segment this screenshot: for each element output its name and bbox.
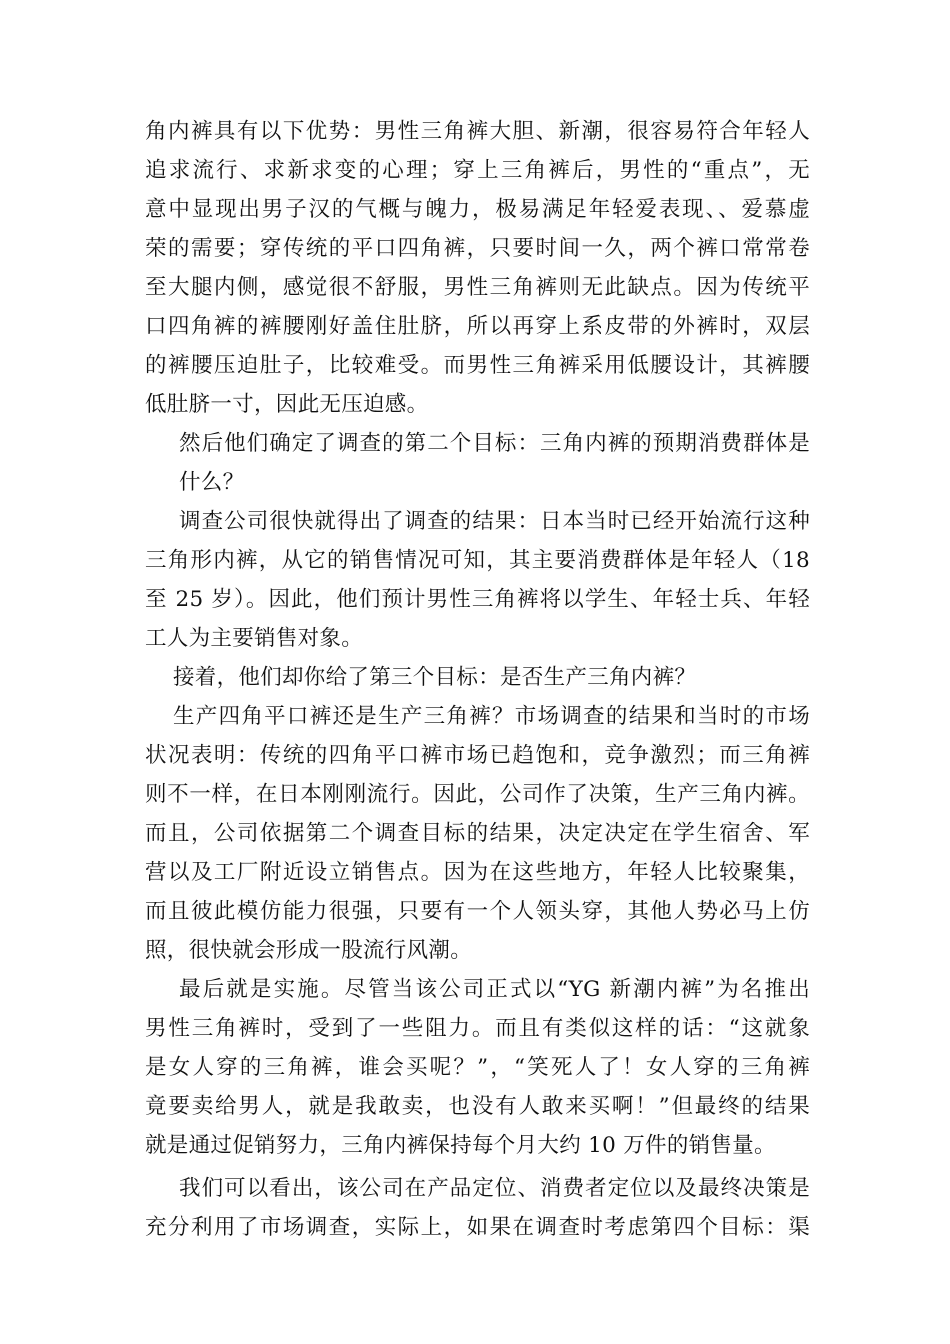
paragraph-3 <box>145 502 810 658</box>
text-line: 男性三角裤时，受到了一些阻力。而且有类似这样的话：“这就象 <box>145 1016 810 1041</box>
text-line: 而且，公司依据第二个调查目标的结果，决定决定在学生宿舍、军 <box>145 821 810 846</box>
text-line: 荣的需要；穿传统的平口四角裤，只要时间一久，两个裤口常常卷 <box>145 236 810 261</box>
paragraph-6 <box>145 970 810 1165</box>
text-line: 至大腿内侧，感觉很不舒服，男性三角裤则无此缺点。因为传统平 <box>145 275 810 300</box>
paragraph-5 <box>145 697 810 970</box>
text-line: 而且彼此模仿能力很强，只要有一个人领头穿，其他人势必马上仿 <box>145 899 810 924</box>
text-line: 意中显现出男子汉的气概与魄力，极易满足年轻爱表现、、爱慕虚 <box>145 197 810 222</box>
text-line: 则不一样，在日本刚刚流行。因此，公司作了决策，生产三角内裤。 <box>145 782 810 807</box>
document-body <box>145 112 810 1247</box>
text-line: 低肚脐一寸，因此无压迫感。 <box>145 392 429 417</box>
text-line: 的裤腰压迫肚子，比较难受。而男性三角裤采用低腰设计，其裤腰 <box>145 353 810 378</box>
text-line: 充分利用了市场调查，实际上，如果在调查时考虑第四个目标：渠 <box>145 1215 810 1240</box>
text-line: 我们可以看出，该公司在产品定位、消费者定位以及最终决策是 <box>179 1176 810 1201</box>
text-line: 工人为主要销售对象。 <box>145 626 364 651</box>
text-line: 至 25 岁）。因此，他们预计男性三角裤将以学生、年轻士兵、年轻 <box>145 587 810 612</box>
text-line: 三角形内裤，从它的销售情况可知，其主要消费群体是年轻人（18 <box>145 548 810 573</box>
text-line: 角内裤具有以下优势：男性三角裤大胆、新潮，很容易符合年轻人 <box>145 119 810 144</box>
paragraph-2 <box>145 424 810 502</box>
text-line: 最后就是实施。尽管当该公司正式以“YG 新潮内裤”为名推出 <box>179 977 810 1002</box>
text-line: 是女人穿的三角裤，谁会买呢？”，“笑死人了！女人穿的三角裤 <box>145 1055 810 1080</box>
text-line: 口四角裤的裤腰刚好盖住肚脐，所以再穿上系皮带的外裤时，双层 <box>145 314 810 339</box>
text-line: 接着，他们却你给了第三个目标：是否生产三角内裤？ <box>173 665 697 690</box>
text-line: 什么？ <box>179 470 245 495</box>
text-line: 然后他们确定了调查的第二个目标：三角内裤的预期消费群体是 <box>179 431 810 456</box>
text-line: 照，很快就会形成一股流行风潮。 <box>145 938 473 963</box>
text-line: 营以及工厂附近设立销售点。因为在这些地方，年轻人比较聚集， <box>145 860 810 885</box>
text-line: 追求流行、求新求变的心理；穿上三角裤后，男性的“重点”，无 <box>145 158 810 183</box>
text-line: 生产四角平口裤还是生产三角裤？市场调查的结果和当时的市场 <box>173 704 810 729</box>
text-line: 状况表明：传统的四角平口裤市场已趋饱和，竞争激烈；而三角裤 <box>145 743 810 768</box>
paragraph-4 <box>145 658 810 697</box>
paragraph-1 <box>145 112 810 424</box>
paragraph-7 <box>145 1169 810 1247</box>
text-line: 调查公司很快就得出了调查的结果：日本当时已经开始流行这种 <box>179 509 810 534</box>
text-line: 竟要卖给男人，就是我敢卖，也没有人敢来买啊！”但最终的结果 <box>145 1094 810 1119</box>
text-line: 就是通过促销努力，三角内裤保持每个月大约 10 万件的销售量。 <box>145 1133 776 1158</box>
